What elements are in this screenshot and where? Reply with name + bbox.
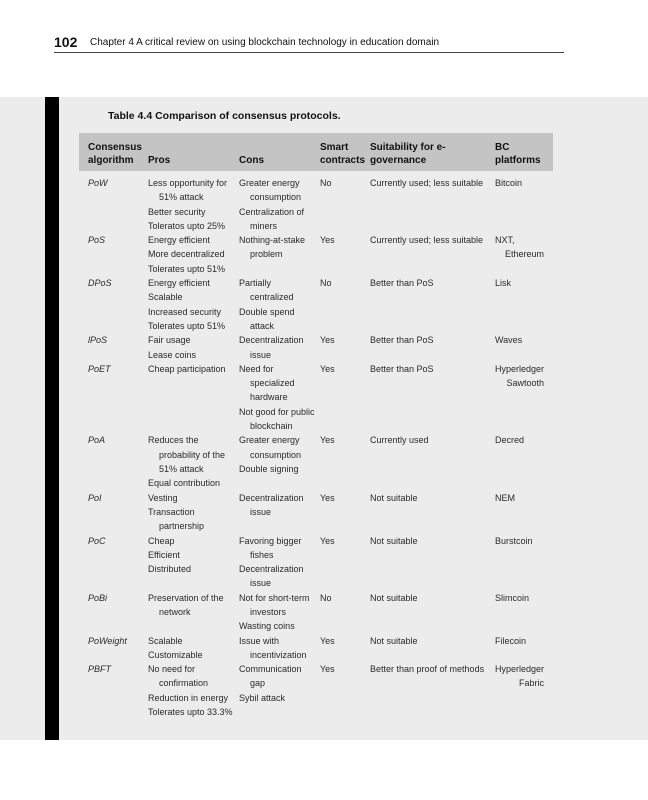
cell-pros: Reduces the probability of the 51% attack Equal contribution — [148, 435, 226, 489]
cell-cons: Decentralization issue — [239, 492, 304, 517]
cell-cons: Issue with incentivization — [239, 635, 307, 660]
cell-pros: Vesting Transaction partnership — [148, 492, 205, 532]
cell-cons: Decentralization issue — [239, 335, 304, 360]
cell-cons: Communication gap Sybil attack — [239, 664, 302, 703]
chapter-title: Chapter 4 A critical review on using blockchain technology in education domain — [90, 37, 440, 48]
cell-algorithm: PoBi — [88, 592, 108, 603]
table-row — [79, 176, 553, 233]
header-algorithm: Consensus algorithm — [88, 142, 142, 166]
cell-platforms: NEM — [495, 492, 515, 503]
cell-smart-contracts: No — [320, 592, 332, 603]
cell-suitability: Not suitable — [370, 635, 418, 646]
table-row — [79, 362, 553, 434]
table-header — [79, 133, 553, 171]
cell-cons: Not for short-term investors Wasting coins — [239, 592, 310, 632]
cell-cons: Partially centralized Double spend attack — [239, 278, 295, 331]
header-smart-contracts: Smart contracts — [320, 142, 366, 166]
cell-smart-contracts: Yes — [320, 664, 335, 675]
cell-smart-contracts: Yes — [320, 535, 335, 546]
table-row — [79, 491, 553, 534]
page-number: 102 — [54, 34, 78, 50]
cell-suitability: Better than PoS — [370, 278, 434, 289]
table-row — [79, 591, 553, 634]
cell-pros: Fair usage Lease coins — [148, 335, 197, 360]
cell-cons: Greater energy consumption Centralization of miners — [239, 178, 305, 231]
table-row — [79, 534, 553, 591]
cell-platforms: Hyperledger Fabric — [495, 664, 545, 689]
cell-suitability: Currently used; less suitable — [370, 235, 484, 246]
cell-cons: Nothing-at-stake problem — [239, 235, 306, 260]
cell-platforms: Lisk — [495, 278, 512, 289]
cell-platforms: Bitcoin — [495, 178, 523, 188]
cell-smart-contracts: Yes — [320, 363, 335, 374]
cell-algorithm: PoW — [88, 178, 108, 188]
cell-platforms: Filecoin — [495, 635, 527, 646]
cell-smart-contracts: No — [320, 278, 332, 289]
table-row — [79, 662, 553, 719]
cell-cons: Greater energy consumption Double signing — [239, 435, 302, 474]
table-row — [79, 634, 553, 663]
cell-pros: No need for confirmation Reduction in energy Tolerates upto 33.3% — [148, 664, 233, 718]
cell-suitability: Better than PoS — [370, 335, 434, 346]
cell-algorithm: lPoS — [88, 335, 108, 346]
cell-pros: Energy efficient More decentralized Tolerates upto 51% — [148, 235, 226, 274]
cell-smart-contracts: Yes — [320, 335, 335, 346]
cell-pros: Less opportunity for 51% attack Better security Toleratos upto 25% — [148, 178, 228, 231]
cell-smart-contracts: Yes — [320, 635, 335, 646]
cell-algorithm: PoA — [88, 435, 106, 446]
cell-platforms: Waves — [495, 335, 523, 346]
cell-smart-contracts: No — [320, 178, 332, 188]
cell-algorithm: DPoS — [88, 278, 112, 289]
cell-platforms: NXT, Ethereum — [495, 235, 544, 260]
table-row — [79, 276, 553, 333]
cell-smart-contracts: Yes — [320, 235, 335, 246]
cell-platforms: Hyperledger Sawtooth — [495, 363, 545, 389]
cell-suitability: Better than proof of methods — [370, 664, 485, 675]
cell-algorithm: PoET — [88, 363, 111, 374]
cell-suitability: Not suitable — [370, 492, 418, 503]
cell-cons: Favoring bigger fishes Decentralization issue — [239, 535, 304, 589]
cell-suitability: Currently used; less suitable — [370, 178, 484, 188]
table-row — [79, 433, 553, 490]
table-row — [79, 233, 553, 276]
cell-algorithm: PoWeight — [88, 635, 127, 646]
cell-pros: Energy efficient Scalable Increased security Tolerates upto 51% — [148, 278, 226, 331]
cell-suitability: Not suitable — [370, 592, 418, 603]
table-caption: Table 4.4 Comparison of consensus protocols. — [108, 110, 341, 122]
cell-algorithm: PoC — [88, 535, 106, 546]
cell-smart-contracts: Yes — [320, 492, 335, 503]
header-pros: Pros — [148, 155, 171, 166]
cell-suitability: Not suitable — [370, 535, 418, 546]
cell-platforms: Slimcoin — [495, 592, 530, 603]
cell-pros: Cheap Efficient Distributed — [148, 535, 192, 575]
cell-platforms: Decred — [495, 435, 525, 446]
header-cons: Cons — [239, 155, 264, 166]
cell-algorithm: PoI — [88, 492, 102, 503]
table-row — [79, 333, 553, 362]
cell-pros: Scalable Customizable — [148, 635, 203, 660]
left-margin-bar — [45, 97, 59, 740]
cell-pros: Preservation of the network — [148, 592, 224, 617]
header-platforms: BC platforms — [495, 142, 541, 166]
running-head — [54, 34, 564, 53]
cell-pros: Cheap participation — [148, 363, 226, 374]
cell-cons: Need for specialized hardware Not good for public blockchain — [239, 363, 315, 432]
cell-smart-contracts: Yes — [320, 435, 335, 446]
cell-algorithm: PoS — [88, 235, 106, 246]
cell-platforms: Burstcoin — [495, 535, 533, 546]
header-suitability: Suitability for e- governance — [370, 142, 446, 166]
cell-algorithm: PBFT — [88, 664, 112, 675]
cell-suitability: Currently used — [370, 435, 429, 446]
cell-suitability: Better than PoS — [370, 363, 434, 374]
